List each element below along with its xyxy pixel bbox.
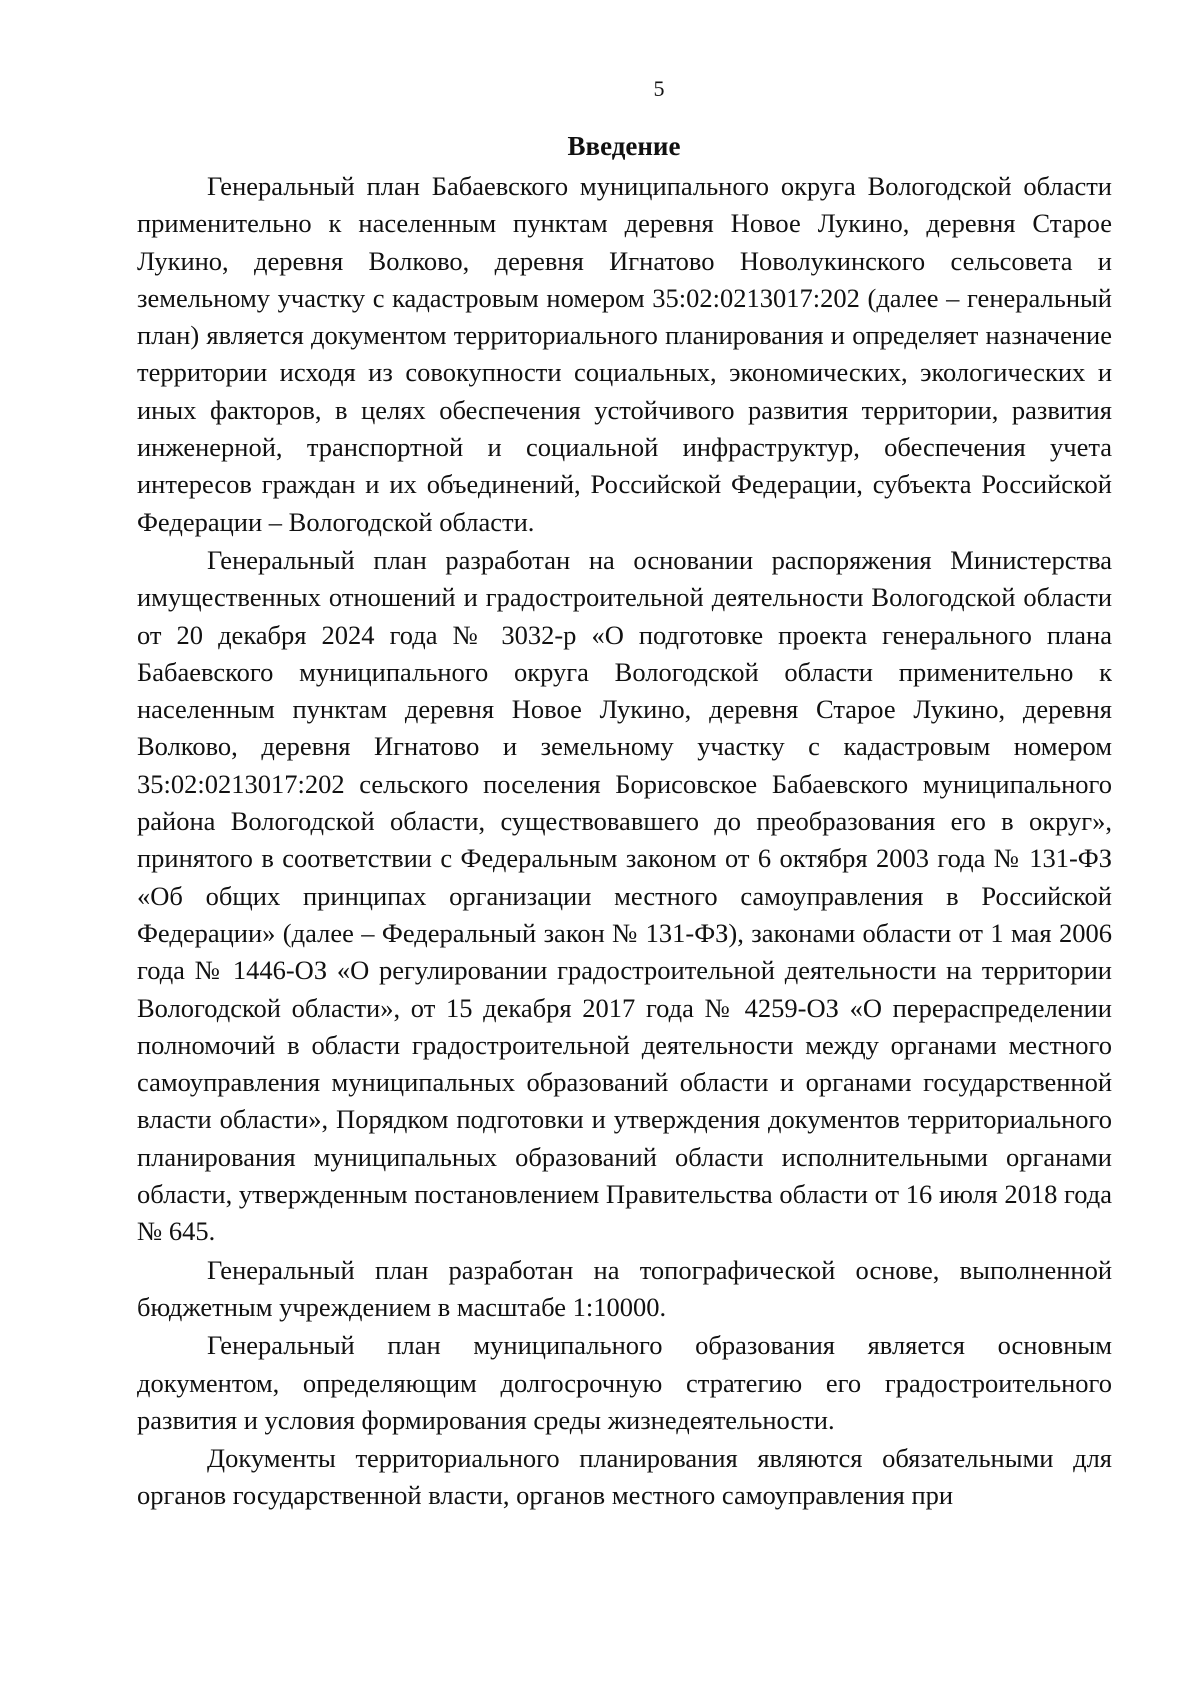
paragraph-4: Генеральный план муниципального образования является основным документом, определяющим долгосрочную стратегию его градостроительного развития и условия формирования среды жизнедеятельности. <box>137 1330 1112 1435</box>
paragraph-2: Генеральный план разработан на основании распоряжения Министерства имущественных отношений и градостроительной деятельности Вологодской области от 20 декабря 2024 года № 3032-р «О подготовке проекта генерального плана Бабаевского муниципального округа Вологодской области применительно к населенным пунктам деревня Новое Лукино, деревня Старое Лукино, деревня Волково, деревня Игнатово и земельному участку с кадастровым номером 35:02:0213017:202 сельского поселения Борисовское Бабаевского муниципального района Вологодской области, существовавшего до преобразования его в округ», принятого в соответствии с Федеральным законом от 6 октября 2003 года № 131-ФЗ «Об общих принципах организации местного самоуправления в Российской Федерации» (далее – Федеральный закон № 131-ФЗ), законами области от 1 мая 2006 года № 1446-ОЗ «О регулировании градостроительной деятельности на территории Вологодской области», от 15 декабря 2017 года № 4259-ОЗ «О перераспределении полномочий в области градостроительной деятельности между органами местного самоуправления муниципальных образований области и органами государственной власти области», Порядком подготовки и утверждения документов территориального планирования муниципальных образований области исполнительными органами области, утвержденным постановлением Правительства области от 16 июля 2018 года № 645. <box>137 544 1112 1247</box>
paragraph-3: Генеральный план разработан на топографической основе, выполненной бюджетным учреждением в масштабе 1:10000. <box>137 1254 1112 1322</box>
section-heading: Введение <box>567 131 681 161</box>
paragraph-1: Генеральный план Бабаевского муниципального округа Вологодской области применительно к населенным пунктам деревня Новое Лукино, деревня Старое Лукино, деревня Волково, деревня Игнатово Новолукинского сельсовета и земельному участку с кадастровым номером 35:02:0213017:202 (далее – генеральный план) является документом территориального планирования и определяет назначение территории исходя из совокупности социальных, экономических, экологических и иных факторов, в целях обеспечения устойчивого развития территории, развития инженерной, транспортной и социальной инфраструктур, обеспечения учета интересов граждан и их объединений, Российской Федерации, субъекта Российской Федерации – Вологодской области. <box>137 171 1112 537</box>
paragraph-5: Документы территориального планирования являются обязательными для органов государственной власти, органов местного самоуправления при <box>137 1443 1112 1511</box>
page-number: 5 <box>653 76 665 101</box>
body-text <box>137 168 1112 1516</box>
